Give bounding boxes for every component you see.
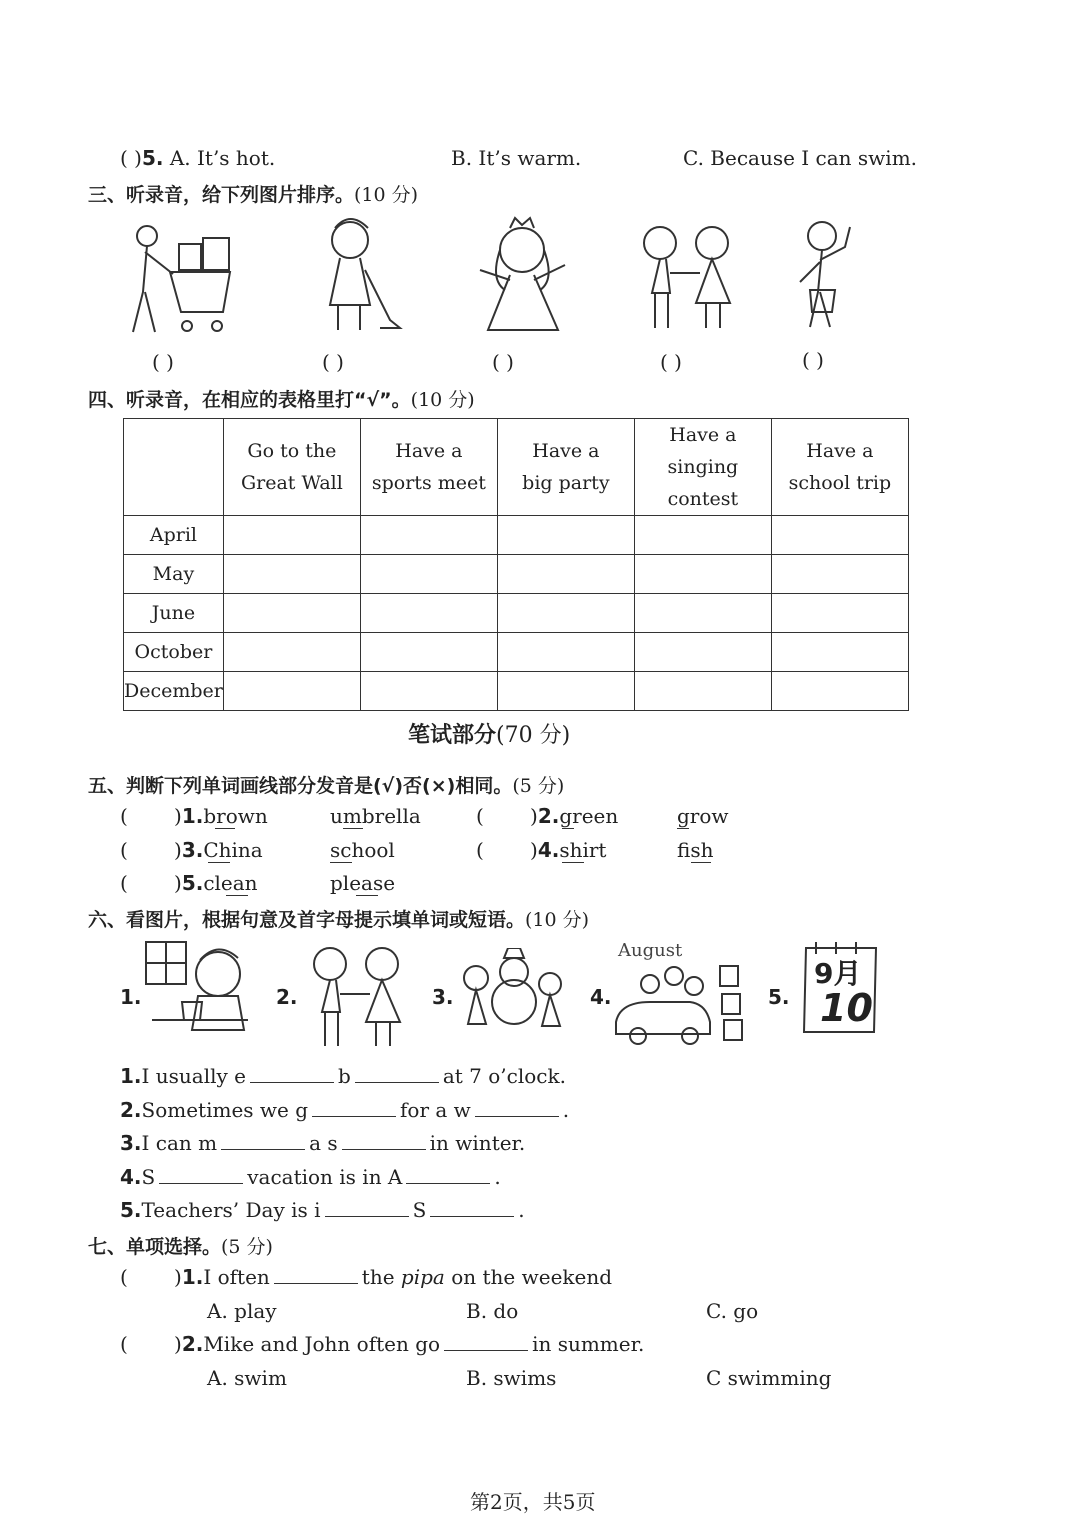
check-cell[interactable] [497,672,634,711]
section7-title: 七、单项选择。 [88,1236,222,1258]
check-cell[interactable] [223,555,360,594]
written-part-title: 笔试部分 [408,723,497,748]
fill-blank[interactable] [355,1064,439,1083]
fill-sentence: 5.Teachers’ Day is i S . [120,1198,525,1222]
month-activity-table [123,418,909,711]
answer-paren[interactable]: ( ) [152,350,174,374]
fill-sentence: 3.I can m a s in winter. [120,1131,526,1155]
word: China [203,838,263,862]
month-cell: June [124,594,224,633]
underline-mark [226,895,248,896]
option-c[interactable]: C swimming [706,1366,832,1390]
table-header-row [124,419,909,516]
fill-blank[interactable] [444,1332,528,1351]
check-cell[interactable] [634,633,771,672]
fill-blank[interactable] [159,1165,243,1184]
check-cell[interactable] [497,594,634,633]
calendar-day: 10 [820,986,873,1030]
check-cell[interactable] [771,672,908,711]
breakfast-picture [142,940,252,1035]
check-cell[interactable] [360,555,497,594]
check-cell[interactable] [634,555,771,594]
check-cell[interactable] [360,594,497,633]
check-cell[interactable] [360,672,497,711]
underline-mark [562,828,574,829]
section3-heading [88,180,418,207]
table-header-cell: Have a school trip [771,419,908,516]
snowman-picture [452,948,572,1028]
fill-blank[interactable] [475,1098,559,1117]
check-cell[interactable] [634,594,771,633]
page-number: 第2页，共5页 [470,1490,596,1514]
check-cell[interactable] [497,555,634,594]
section6-title: 六、看图片，根据句意及首字母提示填单词或短语。 [88,909,526,931]
picture-label: 3. [432,985,454,1009]
fill-blank[interactable] [406,1165,490,1184]
list-item: )4.shirt [530,838,607,862]
fill-blank[interactable] [312,1098,396,1117]
list-item: )2.green [530,804,619,828]
table-row [124,633,909,672]
check-cell[interactable] [771,516,908,555]
travel-picture [610,962,750,1047]
word: umbrella [330,804,421,828]
answer-paren[interactable]: ( [120,1265,128,1289]
section7-points: (5 分) [221,1236,273,1258]
section5-points: (5 分) [512,775,565,797]
princess-picture [470,210,575,335]
fill-blank[interactable] [250,1064,334,1083]
check-cell[interactable] [223,672,360,711]
option-c: C. Because I can swim. [683,146,918,170]
option-a: A. It’s hot. [169,146,276,170]
check-cell[interactable] [634,516,771,555]
table-header-cell: Have a sports meet [360,419,497,516]
table-row [124,555,909,594]
section4-title: 四、听录音，在相应的表格里打“√”。 [88,389,411,411]
answer-paren[interactable]: ( ) [802,348,824,372]
check-cell[interactable] [497,633,634,672]
check-cell[interactable] [223,633,360,672]
option-b: B. It’s warm. [451,146,582,170]
answer-paren[interactable]: ( ) [660,350,682,374]
check-cell[interactable] [771,555,908,594]
word: school [330,838,395,862]
fill-sentence: 4.S vacation is in A . [120,1165,501,1189]
fill-blank[interactable] [342,1131,426,1150]
answer-paren[interactable]: ( [476,838,484,862]
fill-blank[interactable] [274,1265,358,1284]
underline-mark [208,862,230,863]
section4-points: (10 分) [410,389,475,411]
check-cell[interactable] [634,672,771,711]
section3-points: (10 分) [354,184,419,206]
table-header-cell: Go to the Great Wall [223,419,360,516]
option-a[interactable]: A. play [207,1299,277,1323]
underline-mark [215,828,235,829]
answer-paren[interactable]: ( ) [120,146,142,170]
table-row [124,594,909,633]
underline-mark [691,862,711,863]
question: )1.I often the pipa on the weekend [174,1265,613,1289]
check-cell[interactable] [223,594,360,633]
check-cell[interactable] [771,594,908,633]
word: green [559,804,619,828]
answer-paren[interactable]: ( [476,804,484,828]
shopping-picture [115,222,250,337]
list-item: )3.China [174,838,263,862]
option-c[interactable]: C. go [706,1299,759,1323]
section4-heading [88,385,475,412]
list-item: )5.clean [174,871,258,895]
option-b[interactable]: B. do [466,1299,519,1323]
picture-caption: August [618,940,683,961]
month-cell: May [124,555,224,594]
word: fish [677,838,714,862]
fill-blank[interactable] [325,1198,409,1217]
underline-mark [677,828,689,829]
table-header-cell: Have a singing contest [634,419,771,516]
underline-mark [562,862,584,863]
check-cell[interactable] [360,516,497,555]
answer-paren[interactable]: ( ) [492,350,514,374]
question: )2.Mike and John often go in summer. [174,1332,645,1356]
dancing-picture [790,212,865,337]
answer-paren[interactable]: ( [120,871,128,895]
section7-heading [88,1232,273,1259]
word: grow [677,804,729,828]
section3-title: 三、听录音，给下列图片排序。 [88,184,355,206]
month-cell: December [124,672,224,711]
word: brown [203,804,268,828]
section5-title: 五、判断下列单词画线部分发音是(√)否(×)相同。 [88,775,513,797]
boy-girl-picture [300,940,410,1050]
picture-label: 4. [590,985,612,1009]
check-cell[interactable] [360,633,497,672]
section6-heading [88,905,589,932]
fill-sentence: 1.I usually e b at 7 o’clock. [120,1064,566,1088]
fill-sentence: 2.Sometimes we g for a w . [120,1098,570,1122]
month-cell: October [124,633,224,672]
word: please [330,871,396,895]
picture-label: 1. [120,985,142,1009]
table-row [124,672,909,711]
list-item: )1.brown [174,804,268,828]
option-b[interactable]: B. swims [466,1366,557,1390]
word: clean [203,871,258,895]
underline-mark [330,862,352,863]
table-row [124,516,909,555]
word: shirt [559,838,607,862]
answer-paren[interactable]: ( [120,804,128,828]
written-part-heading [408,718,570,749]
check-cell[interactable] [771,633,908,672]
boy-girl-picture [630,218,745,333]
answer-paren[interactable]: ( [120,838,128,862]
fill-blank[interactable] [221,1131,305,1150]
q-number: 5. [141,146,164,170]
calendar-month: 9月 [814,957,862,990]
picture-label: 5. [768,985,790,1009]
written-part-points: (70 分) [496,723,571,748]
table-header-cell: Have a big party [497,419,634,516]
option-a[interactable]: A. swim [207,1366,287,1390]
picture-label: 2. [276,985,298,1009]
fill-blank[interactable] [430,1198,514,1217]
q5-line [120,146,275,170]
answer-paren[interactable]: ( [120,1332,128,1356]
table-corner-cell [124,419,224,516]
month-cell: April [124,516,224,555]
answer-paren[interactable]: ( ) [322,350,344,374]
sweeping-picture [300,210,410,335]
underline-mark [356,895,378,896]
check-cell[interactable] [497,516,634,555]
section5-heading [88,771,564,798]
underline-mark [343,828,363,829]
check-cell[interactable] [223,516,360,555]
section6-points: (10 分) [525,909,590,931]
